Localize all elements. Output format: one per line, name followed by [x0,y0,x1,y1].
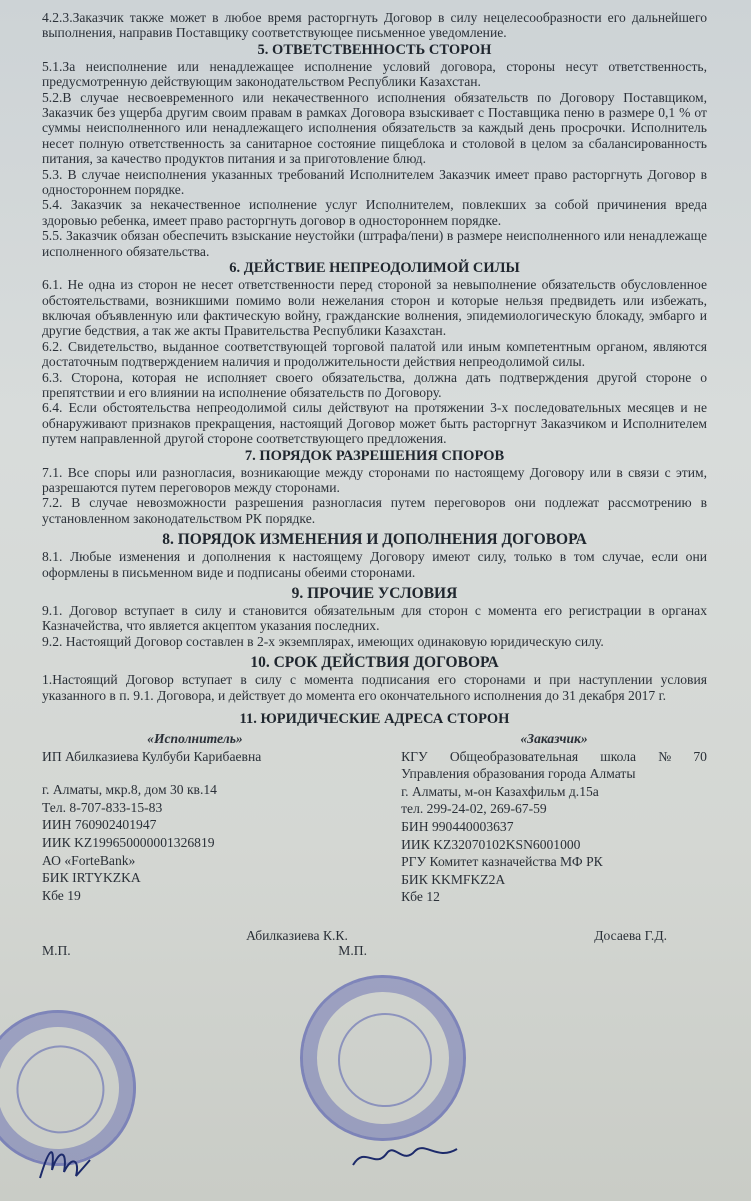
clause-9-1: 9.1. Договор вступает в силу и становится обязательным для сторон с момента его регистрации в органах Казначейства, что является акцептом указания последних. [42,603,707,634]
executor-signer: Абилказиева К.К. [246,927,348,943]
clause-5-3: 5.3. В случае неисполнения указанных требований Исполнителем Заказчик имеет право расторгнуть Договор в одностороннем порядке. [42,166,707,198]
section-11-title: 11. ЮРИДИЧЕСКИЕ АДРЕСА СТОРОН [239,711,510,728]
legal-addresses [42,730,707,906]
clause-4-2-3: 4.2.3.Заказчик также может в любое время расторгнуть Договор в силу нецелесообразности его дальнейшего выполнения, направив Поставщику соответствующее письменное уведомление. [42,10,707,41]
executor-address: г. Алматы, мкр.8, дом 30 кв.14 [42,782,217,798]
customer-kbe: Кбе 12 [401,889,440,905]
customer-name-b: Общеобразовательная [449,748,579,764]
clause-5-5: 5.5. Заказчик обязан обеспечить взыскание неустойки (штрафа/пени) в размере неисполненного или ненадлежаще исполненного обязательства. [42,228,707,259]
clause-5-2: 5.2.В случае несвоевременного или некачественного исполнения обязательств по Договору Поставщиком, Заказчик без ущерба другим своим правам в рамках Договора взыскивает с Поставщика пеню в размере 0,1 % от суммы неисполненного или ненадлежащего исполнения обязательств за каждый день просрочки. Исполнитель несет полную ответственность за санитарное состояние пищеблока и столовой в целом за сбалансированность питания, за качество продуктов питания и за приготовление блюд. [42,89,707,167]
executor-bank: АО «ForteBank» [42,852,136,868]
executor-kbe: Кбе 19 [42,887,81,903]
executor-column [42,730,348,906]
clause-5-1: 5.1.За неисполнение или ненадлежащее исполнение условий договора, стороны несут ответственность, предусмотренную действующим законодательством Республики Казахстан. [42,58,707,90]
customer-column [401,730,707,906]
signature-row [42,928,707,943]
section-8-title: 8. ПОРЯДОК ИЗМЕНЕНИЯ И ДОПОЛНЕНИЯ ДОГОВОРА [162,531,587,549]
customer-name-e: 70 [693,748,707,764]
customer-name-2: Управления образования города Алматы [401,766,636,782]
clause-9-2: 9.2. Настоящий Договор составлен в 2-х экземплярах, имеющих одинаковую юридическую силу. [42,633,604,649]
customer-signer: Досаева Г.Д. [594,927,667,943]
section-10-title: 10. СРОК ДЕЙСТВИЯ ДОГОВОРА [250,654,499,672]
section-5-title: 5. ОТВЕТСТВЕННОСТЬ СТОРОН [257,41,492,58]
section-6-title: 6. ДЕЙСТВИЕ НЕПРЕОДОЛИМОЙ СИЛЫ [229,260,520,277]
customer-name-d: № [658,748,672,764]
clause-6-1: 6.1. Не одна из сторон не несет ответственности перед стороной за невыполнение обязательств обусловленное обстоятельствами, возникшими помимо воли нежелания сторон и которые нельзя предвидеть или избежать, включая объявленную или фактическую войну, гражданские волнения, эпидемиологическую блокаду, эмбарго и другие бедствия, а так же акты Правительства Республики Казахстан. [42,277,707,339]
customer-bin: БИН 990440003637 [401,819,514,834]
clause-8-1: 8.1. Любые изменения и дополнения к настоящему Договору имеют силу, только в том случае, если они оформлены в письменном виде и подписаны обеими сторонами. [42,549,707,580]
clause-5-4: 5.4. Заказчик за некачественное исполнение услуг Исполнителем, повлекших за собой причинения вреда здоровью ребенка, имеет право расторгнуть договор в одностороннем порядке. [42,197,707,228]
customer-role: «Заказчик» [520,731,588,747]
customer-name-c: школа [600,748,637,764]
executor-signature-block [42,928,360,943]
clause-6-4: 6.4. Если обстоятельства непреодолимой силы действуют на протяжении 3-х последовательных месяцев и не обнаруживают признаков прекращения, настоящий Договор может быть расторгнут Заказчиком и Исполнителем путем направленной другой стороне соответствующего предложения. [42,400,707,447]
clause-10-1: 1.Настоящий Договор вступает в силу с момента подписания его сторонами и при наступлении условия указанного в п. 9.1. Договора, и действует до момента его окончательного исполнения до 31 декабря 2017 г. [42,672,707,703]
clause-7-2: 7.2. В случае невозможности разрешения разногласия путем переговоров они подлежат рассмотрению в установленном законодательством РК порядке. [42,495,707,526]
clause-6-2: 6.2. Свидетельство, выданное соответствующей торговой палатой или иным компетентным органом, являются достаточным подтверждением наличия и продолжительности действия непреодолимой силы. [42,338,707,370]
customer-name [401,748,707,766]
executor-iik: ИИК KZ199650000001326819 [42,835,215,850]
executor-phone: Тел. 8-707-833-15-83 [42,799,163,815]
section-9-title: 9. ПРОЧИЕ УСЛОВИЯ [291,585,458,602]
executor-iin: ИИН 760902401947 [42,817,157,833]
clause-7-1: 7.1. Все споры или разногласия, возникающие между сторонами по настоящему Договору или в связи с этим, разрешаются путем переговоров между сторонами. [42,464,707,495]
customer-bik: БИК KKMFKZ2A [401,871,506,887]
executor-bik: БИК IRTYKZKA [42,870,141,886]
executor-name: ИП Абилказиева Кулбуби Карибаевна [42,748,262,764]
customer-name-a: КГУ [401,748,428,764]
customer-signature-block [361,928,707,943]
clause-6-3: 6.3. Сторона, которая не исполняет своего обязательства, должна дать подтверждения другой стороне о препятствии и его влиянии на исполнение обязательств по Договору. [42,369,707,400]
customer-mp: М.П. [338,943,367,959]
customer-address: г. Алматы, м-он Казахфильм д.15а [401,783,599,799]
section-7-title: 7. ПОРЯДОК РАЗРЕШЕНИЯ СПОРОВ [244,447,505,464]
executor-mp: М.П. [42,943,71,959]
customer-phone: тел. 299-24-02, 269-67-59 [401,801,547,817]
mp-row [42,943,707,958]
customer-stamp-icon [300,975,466,1141]
executor-signature-icon [30,1140,110,1185]
customer-iik: ИИК KZ32070102KSN6001000 [401,836,581,852]
customer-bank: РГУ Комитет казначейства МФ РК [401,854,603,870]
executor-role: «Исполнитель» [147,731,243,747]
customer-signature-icon [345,1135,465,1180]
